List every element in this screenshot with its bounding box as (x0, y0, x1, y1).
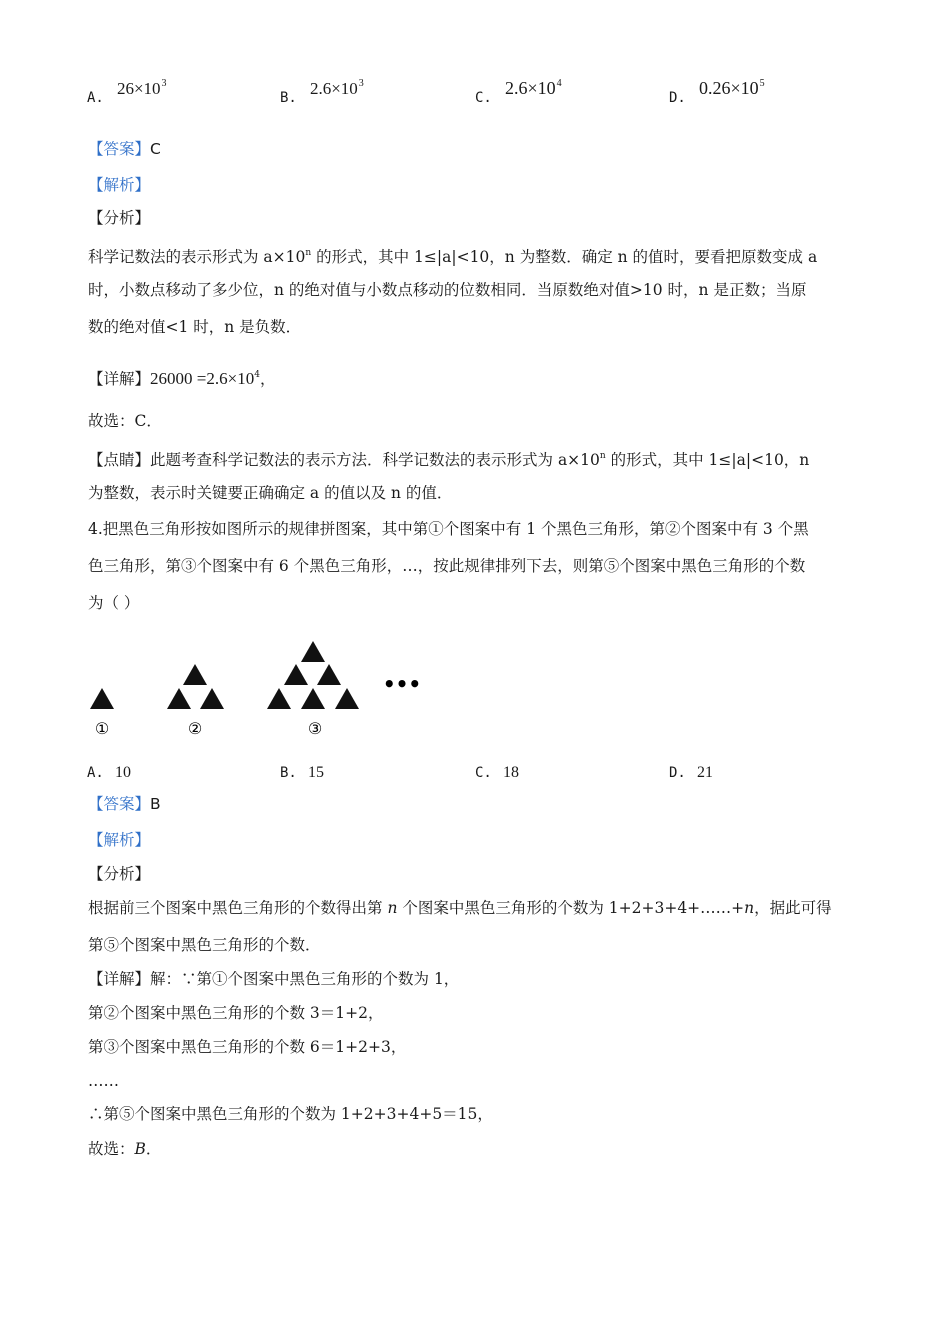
answer-value: C (150, 140, 161, 158)
q3-dianjing-line-1 (88, 446, 809, 470)
coef: 2.6 (309, 79, 332, 98)
text: 故选： (88, 1140, 135, 1158)
black-triangle (301, 641, 325, 662)
q4-stem-line-1: 4.把黑色三角形按如图所示的规律拼图案，其中第①个图案中有 1 个黑色三角形，第②个图案中有 3 个黑 (88, 520, 809, 538)
ellipsis-dots: ••• (382, 672, 422, 696)
q4-detail-line-5: ∴第⑤个图案中黑色三角形的个数为 1+2+3+4+5＝15， (88, 1105, 493, 1123)
choice-letter: B (134, 1140, 146, 1158)
option-value: 18 (502, 764, 519, 781)
black-triangle (301, 688, 325, 709)
black-triangle (267, 688, 291, 709)
option-letter: C. (475, 90, 492, 106)
q3-fenxi-line-1 (88, 243, 817, 267)
option-letter: D. (669, 90, 686, 106)
exponent: 4 (556, 78, 562, 89)
triangle-pattern-svg (86, 636, 426, 746)
q4-detail-line-4: …… (88, 1072, 119, 1090)
option-value (505, 78, 562, 98)
black-triangle (317, 664, 341, 685)
q4-detail-line-2: 第②个图案中黑色三角形的个数 3＝1+2， (88, 1004, 384, 1022)
q4-fenxi-line-1 (88, 898, 832, 918)
detail-expression: 26000 =2.6×10 (150, 369, 255, 388)
q3-option-d (669, 78, 765, 107)
variable-n: n (744, 899, 755, 917)
option-letter: B. (280, 90, 297, 106)
q3-answer (88, 139, 161, 159)
q4-option-b (280, 762, 324, 782)
q4-detail-line-3: 第③个图案中黑色三角形的个数 6＝1+2+3， (88, 1038, 407, 1056)
option-value: 15 (307, 764, 324, 781)
option-value (310, 79, 364, 98)
exponent: 3 (358, 78, 364, 89)
text: 的形式，其中 1≤|a|<10，n (605, 451, 810, 469)
coef: 2.6 (504, 78, 528, 98)
q3-analysis-tag: 【解析】 (88, 176, 151, 194)
black-triangle (90, 688, 114, 709)
q3-dianjing-line-2: 为整数，表示时关键要正确确定 a 的值以及 n 的值． (88, 484, 453, 502)
variable-n: n (387, 899, 398, 917)
black-triangle (200, 688, 224, 709)
pattern-label-1: ① (94, 719, 110, 738)
superscript: n (599, 451, 606, 461)
answer-tag: 【答案】 (88, 140, 151, 158)
q3-choose: 故选：C． (88, 412, 162, 430)
q4-option-a (87, 762, 131, 782)
q3-detail (88, 365, 275, 389)
answer-tag: 【答案】 (88, 795, 151, 813)
option-letter: C. (475, 765, 492, 781)
times: ×10 (133, 79, 161, 98)
dianjing-tag: 【点睛】 (88, 451, 151, 469)
q4-option-c (475, 762, 519, 782)
q3-fenxi-tag: 【分析】 (88, 209, 151, 227)
answer-value: B (150, 795, 161, 813)
detail-tag: 【详解】 (88, 370, 151, 388)
times: ×10 (527, 78, 556, 98)
exponent: 5 (759, 78, 765, 89)
q4-fenxi-line-2: 第⑤个图案中黑色三角形的个数． (88, 936, 321, 954)
q4-fenxi-tag: 【分析】 (88, 865, 151, 883)
q4-stem-line-2: 色三角形，第③个图案中有 6 个黑色三角形，…，按此规律排列下去，则第⑤个图案中黑色三角形的个数 (88, 557, 806, 575)
q4-choose (88, 1139, 161, 1159)
superscript: 4 (254, 370, 260, 380)
times: ×10 (331, 79, 358, 98)
option-value: 21 (696, 764, 713, 781)
q4-answer (88, 794, 161, 814)
option-value (117, 79, 167, 98)
option-letter: A. (87, 90, 104, 106)
text: 科学记数法的表示形式为 a×10 (88, 248, 306, 266)
text: ． (145, 1140, 162, 1158)
black-triangle (335, 688, 359, 709)
coef: 0.26 (698, 78, 731, 98)
text: 此题考查科学记数法的表示方法．科学记数法的表示形式为 a×10 (150, 451, 600, 469)
q3-fenxi-line-3: 数的绝对值<1 时，n 是负数． (88, 318, 302, 336)
coef: 26 (116, 79, 134, 98)
option-value (699, 78, 765, 98)
text: 个图案中黑色三角形的个数为 1+2+3+4+……+ (397, 899, 745, 917)
text: 的形式，其中 1≤|a|<10，n 为整数．确定 n 的值时，要看把原数变成 a (311, 248, 818, 266)
pattern-label-3: ③ (307, 719, 323, 738)
black-triangle (183, 664, 207, 685)
q4-analysis-tag: 【解析】 (88, 831, 151, 849)
q3-fenxi-line-2: 时，小数点移动了多少位，n 的绝对值与小数点移动的位数相同．当原数绝对值>10 时，n 是正数；当原 (88, 281, 807, 299)
q4-detail-line-1 (88, 969, 459, 989)
q3-option-a (87, 78, 167, 107)
black-triangle (167, 688, 191, 709)
option-letter: A. (87, 765, 104, 781)
q3-option-c (475, 78, 562, 107)
black-triangle (284, 664, 308, 685)
pattern-label-2: ② (187, 719, 203, 738)
option-letter: B. (280, 765, 297, 781)
q4-option-d (669, 762, 713, 782)
text: ，据此可得 (754, 899, 832, 917)
text: 根据前三个图案中黑色三角形的个数得出第 (88, 899, 388, 917)
q3-option-b (280, 78, 364, 107)
exponent: 3 (161, 78, 167, 89)
times: ×10 (730, 78, 759, 98)
text: ， (259, 370, 276, 388)
option-value: 10 (114, 764, 131, 781)
option-letter: D. (669, 765, 686, 781)
triangle-pattern-figure (86, 636, 426, 750)
text: 解：∵第①个图案中黑色三角形的个数为 1， (150, 970, 460, 988)
q4-stem-line-3: 为（ ） (88, 594, 140, 612)
superscript: n (305, 248, 312, 258)
detail-tag: 【详解】 (88, 970, 151, 988)
